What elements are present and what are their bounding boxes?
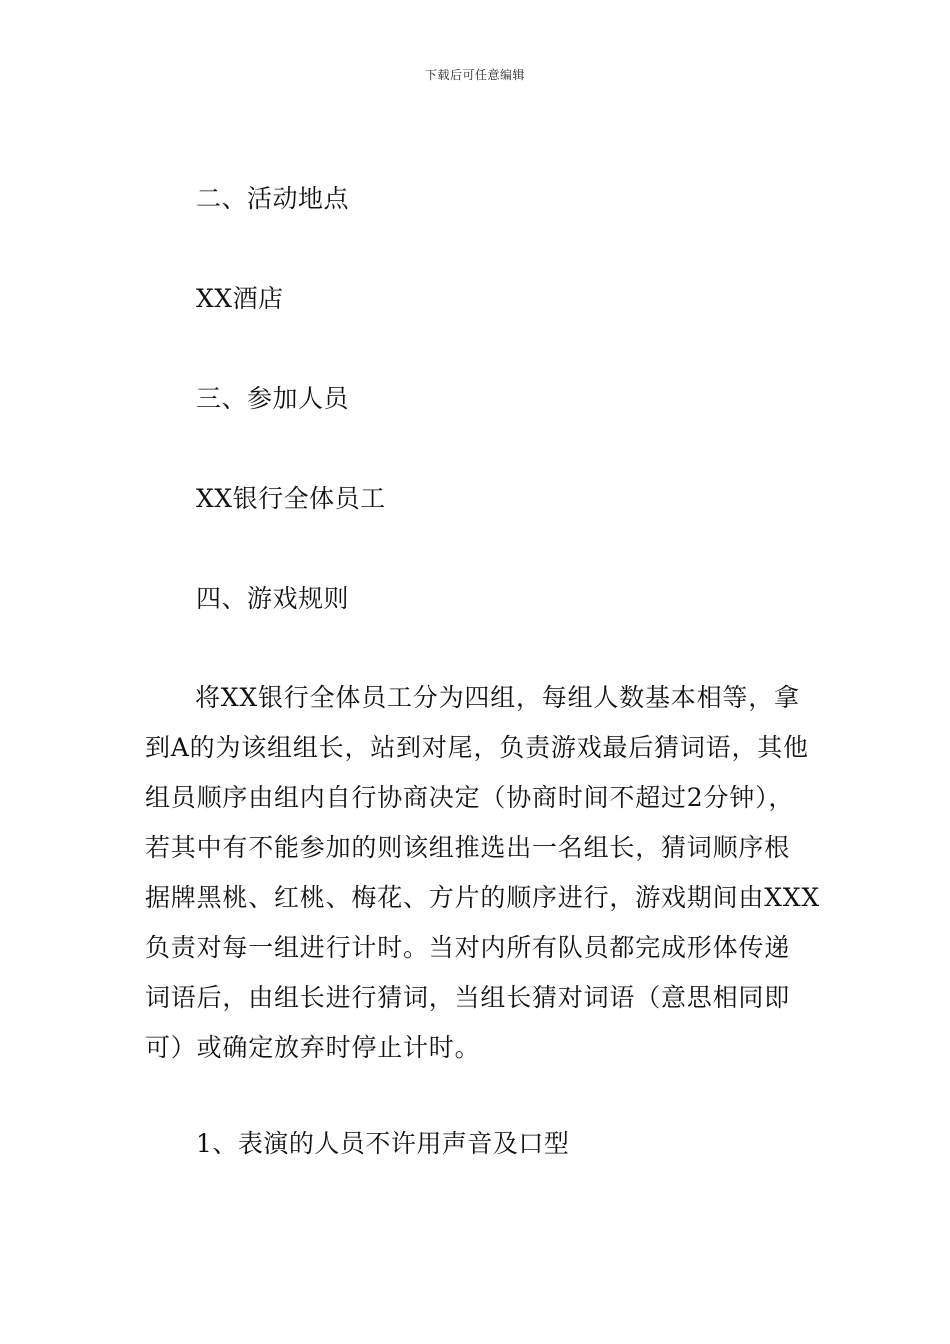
participants-value: XX银行全体员工: [196, 484, 386, 513]
location-heading: 二、活动地点: [196, 184, 350, 213]
location-value: XX酒店: [196, 284, 284, 313]
rules-paragraph: [145, 673, 820, 1073]
rules-paragraph-line: 若其中有不能参加的则该组推选出一名组长，猜词顺序根: [145, 833, 791, 862]
rules-heading: 四、游戏规则: [196, 584, 350, 613]
rules-paragraph-line: 组员顺序由组内自行协商决定（协商时间不超过2分钟），: [145, 783, 795, 812]
rule-item-1: 1、表演的人员不许用声音及口型: [196, 1129, 570, 1158]
rules-paragraph-line: 词语后，由组长进行猜词，当组长猜对词语（意思相同即: [145, 983, 791, 1012]
header-note: 下载后可任意编辑: [424, 68, 525, 82]
rules-paragraph-line: 负责对每一组进行计时。当对内所有队员都完成形体传递: [145, 933, 791, 962]
rules-paragraph-line: 可）或确定放弃时停止计时。: [145, 1033, 481, 1062]
participants-heading: 三、参加人员: [196, 384, 350, 413]
rules-paragraph-line: 将XX银行全体员工分为四组，每组人数基本相等，拿: [195, 683, 800, 712]
rules-paragraph-line: 到A的为该组组长，站到对尾，负责游戏最后猜词语，其他: [145, 733, 809, 762]
rules-paragraph-line: 据牌黑桃、红桃、梅花、方片的顺序进行，游戏期间由XXX: [145, 883, 820, 912]
